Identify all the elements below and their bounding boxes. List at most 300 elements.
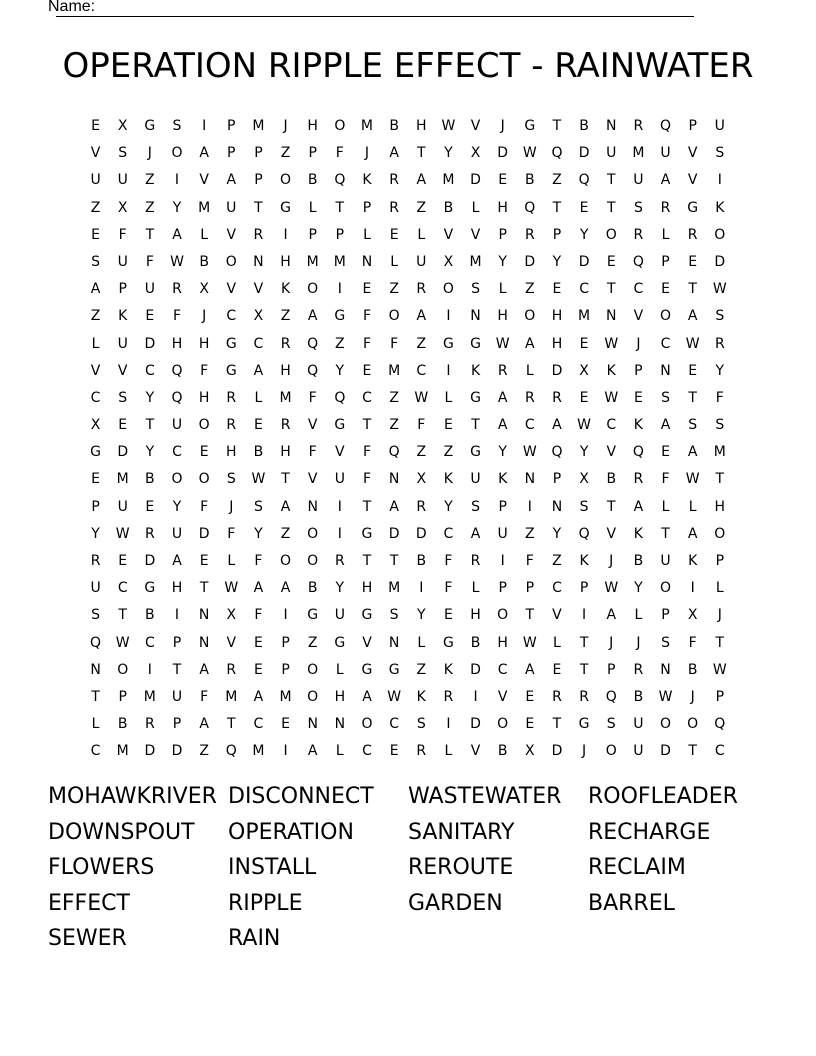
grid-letter: U — [470, 471, 481, 488]
grid-letter: E — [199, 553, 209, 569]
grid-letter: P — [552, 471, 562, 488]
grid-letter: D — [470, 661, 481, 678]
grid-letter: X — [90, 417, 101, 434]
grid-letter: Z — [416, 661, 427, 678]
grid-letter: K — [606, 362, 616, 379]
grid-letter: E — [443, 607, 453, 624]
grid-letter: O — [225, 253, 237, 270]
grid-letter: W — [712, 661, 727, 678]
grid-letter: N — [307, 716, 318, 733]
grid-letter: H — [551, 335, 563, 352]
grid-letter: E — [253, 634, 263, 651]
grid-letter: U — [606, 145, 617, 162]
grid-letter: A — [687, 308, 698, 325]
grid-letter: P — [498, 580, 507, 597]
grid-letter: E — [362, 362, 372, 379]
grid-letter: O — [307, 553, 319, 569]
grid-letter: R — [226, 661, 237, 678]
grid-letter: E — [253, 417, 263, 434]
grid-letter: L — [715, 580, 724, 597]
grid-letter: I — [446, 362, 451, 379]
grid-letter: X — [416, 471, 427, 488]
grid-letter: O — [171, 471, 183, 488]
grid-letter: R — [633, 226, 644, 243]
grid-letter: L — [471, 199, 480, 216]
grid-letter: F — [308, 389, 317, 406]
grid-letter: F — [417, 417, 426, 434]
grid-letter: L — [525, 362, 534, 379]
grid-letter: X — [687, 607, 698, 624]
grid-letter: M — [116, 743, 129, 760]
grid-letter: Q — [334, 172, 346, 189]
name-field — [48, 0, 95, 17]
grid-letter: E — [145, 498, 155, 515]
grid-letter: F — [362, 444, 371, 461]
grid-letter: U — [171, 688, 183, 705]
grid-letter: O — [660, 716, 672, 733]
grid-letter: E — [199, 444, 209, 461]
grid-letter: P — [661, 607, 670, 624]
grid-letter: A — [172, 553, 182, 569]
grid-letter: V — [470, 118, 481, 134]
grid-letter: M — [279, 389, 292, 406]
grid-letter: H — [415, 118, 427, 134]
grid-letter: V — [497, 688, 508, 705]
grid-letter: P — [118, 688, 127, 705]
word-list-item: WASTEWATER — [408, 784, 562, 809]
grid-row — [82, 249, 734, 276]
grid-letter: L — [553, 634, 561, 651]
grid-letter: B — [470, 634, 481, 651]
word-list — [48, 779, 768, 957]
grid-letter: M — [279, 688, 292, 705]
grid-letter: E — [688, 253, 698, 270]
grid-letter: H — [171, 335, 183, 352]
grid-letter: R — [280, 335, 291, 352]
grid-letter: T — [606, 498, 616, 515]
grid-letter: Z — [280, 308, 291, 325]
grid-letter: Q — [307, 335, 319, 352]
grid-letter: B — [307, 172, 318, 189]
grid-letter: N — [606, 118, 617, 134]
grid-letter: I — [147, 661, 152, 678]
grid-letter: J — [636, 335, 641, 352]
word-list-item: RECHARGE — [588, 819, 711, 845]
grid-letter: R — [144, 525, 155, 542]
grid-letter: F — [227, 525, 236, 542]
grid-letter: Q — [524, 199, 536, 216]
grid-letter: V — [443, 226, 454, 243]
grid-letter: S — [606, 716, 616, 733]
grid-letter: R — [579, 688, 589, 705]
grid-letter: A — [199, 716, 209, 733]
grid-letter: M — [143, 688, 156, 705]
grid-letter: K — [443, 471, 453, 488]
word-list-item: BARREL — [588, 890, 675, 916]
grid-letter: E — [253, 661, 263, 678]
grid-letter: F — [444, 553, 453, 569]
grid-letter: J — [364, 145, 370, 162]
grid-letter: A — [253, 580, 264, 597]
grid-letter: P — [172, 716, 182, 733]
grid-letter: U — [660, 553, 671, 569]
grid-row — [82, 195, 734, 222]
grid-letter: K — [362, 172, 372, 189]
grid-letter: C — [90, 389, 101, 406]
grid-letter: O — [388, 308, 400, 325]
grid-letter: G — [388, 661, 400, 678]
grid-letter: T — [579, 661, 589, 678]
grid-letter: A — [389, 145, 399, 162]
grid-letter: H — [280, 444, 291, 461]
grid-letter: O — [307, 525, 319, 542]
grid-letter: O — [334, 118, 346, 134]
grid-letter: Y — [254, 525, 263, 542]
grid-letter: M — [713, 444, 726, 461]
grid-letter: G — [225, 362, 237, 379]
grid-letter: M — [333, 253, 346, 270]
grid-letter: E — [579, 389, 589, 406]
grid-letter: L — [227, 553, 236, 569]
grid-letter: H — [334, 688, 346, 705]
grid-letter: T — [199, 580, 209, 597]
grid-letter: Z — [335, 335, 345, 352]
grid-letter: J — [500, 118, 505, 134]
grid-letter: F — [444, 580, 453, 597]
grid-letter: L — [200, 226, 209, 243]
grid-letter: S — [91, 607, 101, 624]
grid-letter: A — [470, 525, 481, 542]
grid-letter: T — [688, 281, 697, 298]
grid-letter: Y — [579, 444, 589, 461]
grid-letter: A — [199, 145, 209, 162]
grid-letter: A — [497, 417, 508, 434]
grid-letter: Z — [90, 199, 101, 216]
grid-letter: T — [606, 172, 616, 189]
grid-letter: J — [283, 118, 288, 134]
grid-letter: X — [226, 607, 237, 624]
grid-letter: X — [253, 308, 264, 325]
grid-letter: O — [714, 525, 726, 542]
grid-letter: L — [661, 498, 670, 515]
grid-letter: Y — [552, 253, 562, 270]
grid-row — [82, 521, 734, 548]
grid-letter: O — [361, 716, 373, 733]
grid-letter: G — [144, 580, 156, 597]
grid-letter: O — [687, 716, 699, 733]
grid-letter: Y — [498, 253, 507, 270]
grid-letter: U — [117, 172, 128, 189]
grid-letter: G — [470, 335, 481, 352]
grid-letter: R — [144, 716, 155, 733]
grid-letter: G — [470, 389, 481, 406]
grid-letter: W — [604, 580, 619, 597]
grid-row — [82, 276, 734, 303]
grid-letter: H — [361, 580, 373, 597]
grid-letter: B — [525, 172, 535, 189]
grid-letter: P — [715, 553, 725, 569]
grid-letter: H — [198, 335, 210, 352]
grid-letter: R — [714, 335, 725, 352]
grid-letter: A — [525, 335, 535, 352]
grid-letter: K — [633, 525, 643, 542]
grid-letter: R — [253, 226, 264, 243]
grid-letter: K — [470, 362, 481, 379]
grid-letter: R — [416, 498, 427, 515]
grid-letter: Z — [389, 389, 399, 406]
grid-row — [82, 630, 734, 657]
grid-letter: N — [198, 634, 210, 651]
grid-letter: N — [470, 308, 481, 325]
grid-row — [82, 385, 734, 412]
grid-letter: S — [471, 498, 480, 515]
grid-row — [82, 358, 734, 385]
grid-letter: K — [280, 281, 291, 298]
grid-letter: T — [281, 471, 290, 488]
grid-letter: T — [525, 607, 535, 624]
grid-letter: R — [389, 172, 399, 189]
grid-letter: P — [118, 281, 127, 298]
grid-letter: X — [470, 145, 481, 162]
grid-letter: S — [579, 498, 589, 515]
grid-letter: C — [660, 335, 671, 352]
grid-letter: D — [415, 525, 427, 542]
grid-letter: M — [442, 172, 455, 189]
grid-letter: P — [498, 498, 507, 515]
grid-letter: T — [552, 716, 562, 733]
grid-letter: R — [633, 661, 644, 678]
word-list-item: RIPPLE — [228, 890, 303, 916]
grid-letter: H — [551, 308, 563, 325]
grid-row — [82, 331, 734, 358]
grid-letter: V — [226, 634, 237, 651]
grid-letter: X — [117, 118, 128, 134]
grid-letter: I — [527, 498, 532, 515]
grid-letter: P — [715, 688, 725, 705]
grid-letter: P — [579, 580, 589, 597]
grid-letter: D — [524, 253, 536, 270]
grid-letter: N — [388, 471, 400, 488]
grid-letter: N — [253, 253, 264, 270]
grid-letter: Q — [632, 253, 644, 270]
grid-letter: U — [90, 580, 101, 597]
grid-letter: B — [497, 743, 508, 760]
grid-row — [82, 548, 734, 575]
grid-letter: U — [226, 199, 237, 216]
grid-letter: C — [552, 580, 562, 597]
grid-letter: S — [715, 145, 725, 162]
grid-letter: C — [90, 743, 101, 760]
grid-letter: Q — [578, 172, 590, 189]
grid-letter: O — [280, 172, 292, 189]
grid-letter: I — [283, 743, 288, 760]
grid-letter: Z — [389, 417, 399, 434]
grid-letter: V — [199, 172, 209, 189]
grid-letter: Q — [334, 389, 346, 406]
grid-letter: L — [335, 743, 344, 760]
grid-letter: C — [633, 281, 644, 298]
grid-letter: Y — [416, 607, 426, 624]
grid-letter: X — [443, 253, 454, 270]
grid-letter: S — [91, 253, 101, 270]
grid-letter: F — [308, 444, 317, 461]
grid-row — [82, 466, 734, 493]
grid-letter: D — [144, 743, 156, 760]
grid-letter: V — [335, 444, 345, 461]
grid-letter: R — [443, 688, 454, 705]
grid-letter: O — [605, 743, 617, 760]
grid-letter: J — [636, 634, 641, 651]
grid-letter: A — [687, 444, 698, 461]
grid-letter: A — [660, 417, 671, 434]
grid-letter: Y — [579, 226, 589, 243]
grid-letter: C — [226, 308, 237, 325]
grid-letter: G — [361, 661, 373, 678]
grid-letter: D — [144, 335, 156, 352]
grid-letter: O — [714, 226, 726, 243]
grid-letter: O — [307, 281, 319, 298]
grid-letter: P — [634, 362, 643, 379]
grid-letter: W — [495, 335, 510, 352]
grid-letter: E — [118, 553, 128, 569]
grid-letter: W — [685, 471, 700, 488]
grid-letter: R — [280, 417, 291, 434]
grid-letter: A — [172, 226, 182, 243]
grid-letter: W — [522, 145, 537, 162]
grid-letter: G — [524, 118, 536, 134]
word-list-item: INSTALL — [228, 855, 317, 880]
grid-letter: P — [281, 661, 290, 678]
grid-letter: S — [471, 281, 480, 298]
grid-letter: W — [387, 688, 402, 705]
grid-letter: A — [199, 661, 209, 678]
grid-letter: W — [251, 471, 266, 488]
grid-letter: A — [525, 661, 535, 678]
grid-row — [82, 494, 734, 521]
grid-letter: D — [578, 253, 590, 270]
grid-letter: Q — [171, 389, 183, 406]
word-list-item: OPERATION — [228, 819, 354, 845]
word-list-item: MOHAWKRIVER — [48, 784, 217, 809]
grid-letter: C — [389, 716, 399, 733]
grid-letter: E — [579, 335, 589, 352]
grid-letter: P — [525, 580, 535, 597]
grid-letter: T — [91, 688, 100, 705]
grid-letter: G — [280, 199, 291, 216]
grid-letter: Z — [145, 172, 155, 189]
grid-letter: Z — [307, 634, 318, 651]
grid-letter: H — [280, 362, 291, 379]
grid-letter: Z — [525, 281, 535, 298]
grid-letter: E — [552, 661, 562, 678]
grid-letter: Y — [444, 498, 453, 515]
grid-letter: B — [633, 688, 644, 705]
grid-letter: L — [688, 498, 697, 515]
grid-letter: T — [254, 199, 263, 216]
grid-letter: R — [552, 389, 562, 406]
grid-letter: R — [552, 688, 562, 705]
grid-letter: F — [254, 607, 263, 624]
grid-letter: Y — [172, 498, 182, 515]
grid-letter: Q — [605, 688, 617, 705]
grid-letter: C — [362, 389, 372, 406]
grid-letter: G — [361, 525, 373, 542]
grid-letter: Z — [280, 525, 291, 542]
grid-letter: I — [283, 607, 288, 624]
grid-letter: C — [497, 661, 508, 678]
grid-letter: S — [661, 634, 670, 651]
grid-letter: U — [144, 281, 155, 298]
grid-letter: B — [443, 199, 454, 216]
grid-letter: Q — [551, 145, 563, 162]
grid-letter: I — [446, 716, 451, 733]
grid-row — [82, 140, 734, 167]
grid-letter: S — [253, 498, 263, 515]
grid-letter: P — [91, 498, 100, 515]
word-list-item: RAIN — [228, 926, 281, 951]
grid-letter: S — [389, 607, 399, 624]
grid-letter: I — [174, 607, 180, 624]
grid-letter: M — [252, 743, 265, 760]
grid-letter: I — [690, 580, 695, 597]
grid-letter: V — [606, 444, 617, 461]
grid-letter: P — [172, 634, 182, 651]
grid-letter: L — [498, 281, 507, 298]
grid-letter: K — [715, 199, 725, 216]
grid-letter: M — [198, 199, 211, 216]
grid-letter: H — [497, 634, 508, 651]
grid-letter: T — [389, 553, 399, 569]
grid-letter: M — [388, 362, 401, 379]
grid-letter: O — [524, 308, 536, 325]
grid-letter: D — [551, 362, 563, 379]
grid-letter: Z — [416, 335, 427, 352]
grid-letter: R — [226, 417, 237, 434]
grid-letter: T — [715, 471, 725, 488]
grid-letter: Y — [634, 580, 643, 597]
grid-letter: K — [498, 471, 508, 488]
grid-letter: F — [172, 308, 182, 325]
grid-letter: W — [522, 634, 537, 651]
grid-row — [82, 412, 734, 439]
grid-letter: Q — [225, 743, 237, 760]
grid-letter: D — [551, 743, 563, 760]
grid-letter: N — [307, 498, 318, 515]
grid-letter: P — [362, 199, 372, 216]
grid-letter: G — [144, 118, 156, 134]
grid-letter: E — [145, 308, 155, 325]
grid-letter: Z — [416, 444, 427, 461]
grid-letter: V — [253, 281, 264, 298]
grid-letter: T — [715, 634, 725, 651]
grid-letter: F — [200, 688, 209, 705]
grid-row — [82, 113, 734, 140]
grid-letter: G — [361, 607, 373, 624]
grid-letter: Y — [145, 389, 155, 406]
grid-letter: E — [552, 281, 562, 298]
grid-letter: R — [633, 471, 644, 488]
grid-letter: F — [525, 553, 534, 569]
grid-letter: O — [442, 281, 454, 298]
grid-letter: N — [606, 308, 617, 325]
grid-row — [82, 684, 734, 711]
grid-letter: H — [280, 253, 291, 270]
grid-letter: I — [283, 226, 288, 243]
grid-letter: C — [172, 444, 182, 461]
grid-letter: N — [524, 471, 536, 488]
grid-row — [82, 303, 734, 330]
grid-letter: X — [579, 471, 589, 488]
